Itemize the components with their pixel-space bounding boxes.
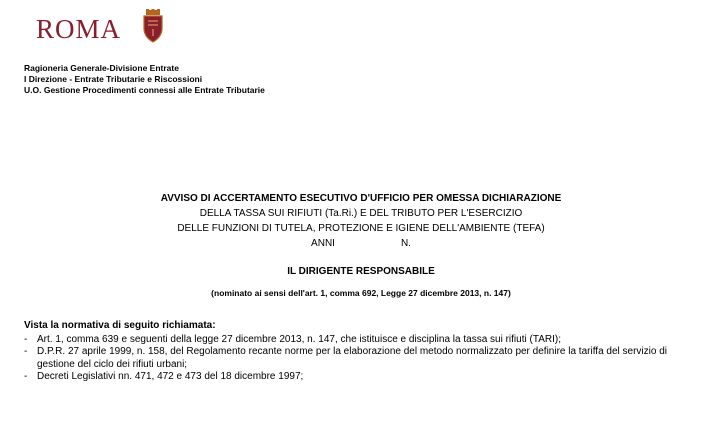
normativa-intro: Vista la normativa di seguito richiamata: xyxy=(24,320,216,331)
department-block xyxy=(24,63,265,96)
list-item: - Decreti Legislativi nn. 471, 472 e 473 del 18 dicembre 1997; xyxy=(24,371,704,384)
title-line: DELLE FUNZIONI DI TUTELA, PROTEZIONE E IGIENE DELL'AMBIENTE (TEFA) xyxy=(177,223,545,234)
title-years-line xyxy=(0,236,722,251)
department-line: Ragioneria Generale-Divisione Entrate xyxy=(24,63,179,73)
normativa-section xyxy=(24,320,704,384)
appointment-note: (nominato ai sensi dell'art. 1, comma 692, Legge 27 dicembre 2013, n. 147) xyxy=(211,288,511,298)
n-label: N. xyxy=(400,238,411,249)
notice-title xyxy=(0,191,722,251)
normativa-list xyxy=(24,334,704,384)
title-line: AVVISO DI ACCERTAMENTO ESECUTIVO D'UFFICIO PER OMESSA DICHIARAZIONE xyxy=(160,193,562,204)
department-line: U.O. Gestione Procedimenti connessi alle Entrate Tributarie xyxy=(24,85,265,95)
anni-label: ANNI xyxy=(311,238,335,249)
roma-crest-icon xyxy=(141,9,165,43)
title-line: DELLA TASSA SUI RIFIUTI (Ta.Ri.) E DEL TRIBUTO PER L'ESERCIZIO xyxy=(199,208,523,219)
section-heading: IL DIRIGENTE RESPONSABILE xyxy=(287,266,435,277)
department-line: I Direzione - Entrate Tributarie e Riscossioni xyxy=(24,74,203,84)
logo-text: ROMA xyxy=(36,14,122,44)
list-item: - D.P.R. 27 aprile 1999, n. 158, del Regolamento recante norme per la elaborazione del metodo normalizzato per definire la tariffa del servizio di gestione del ciclo dei rifiuti urbani; xyxy=(24,346,704,371)
list-item: - Art. 1, comma 639 e seguenti della legge 27 dicembre 2013, n. 147, che istituisce e disciplina la tassa sui rifiuti (TARI); xyxy=(24,334,704,347)
